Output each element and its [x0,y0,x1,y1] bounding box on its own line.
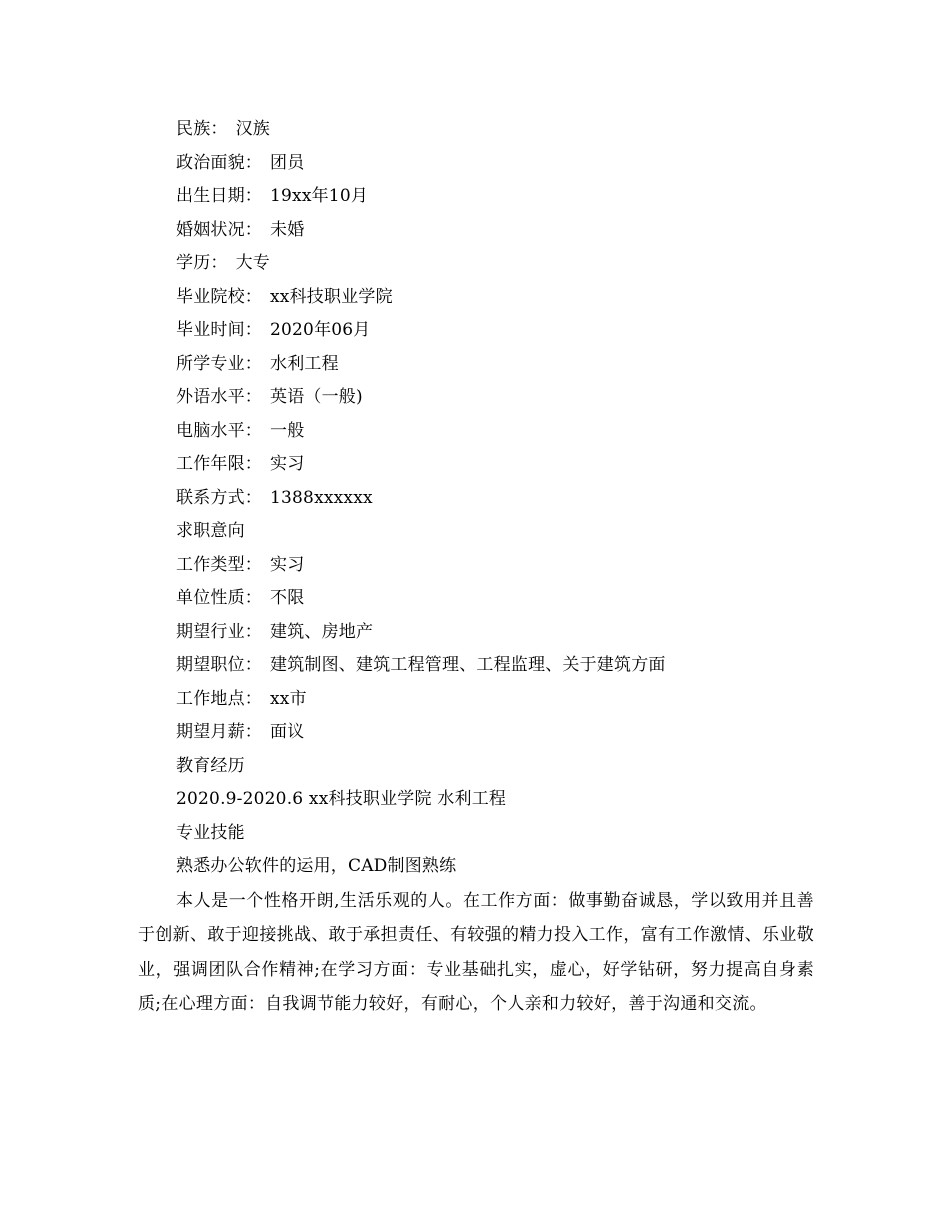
field-label: 期望月薪： [176,722,262,742]
field-ethnicity [138,113,814,147]
field-position [138,649,814,683]
field-label: 工作地点： [176,688,262,709]
field-industry [138,616,814,650]
field-label: 工作类型： [176,554,262,575]
field-label: 电脑水平： [176,420,262,441]
field-value: 英语（一般) [270,387,363,407]
field-computer-level [138,415,814,449]
field-value: xx科技职业学院 [270,286,393,307]
field-value: 19xx年10月 [270,186,369,206]
field-value: 大专 [235,253,271,273]
field-job-type [138,549,814,583]
field-major [138,348,814,382]
self-evaluation-paragraph: 本人是一个性格开朗,生活乐观的人。在工作方面：做事勤奋诚恳，学以致用并且善于创新、敢于迎接挑战、敢于承担责任、有较强的精力投入工作，富有工作激情、乐业敬业，强调团队合作精神;在学习方面：专业基础扎实，虚心，好学钻研，努力提高自身素质;在心理方面：自我调节能力较好，有耐心，个人亲和力较好，善于沟通和交流。 [138,890,814,1014]
field-value: 建筑、房地产 [270,621,374,642]
field-salary [138,716,814,750]
field-contact [138,482,814,516]
field-marital-status [138,214,814,248]
field-label: 毕业院校： [176,286,262,307]
field-value: 团员 [270,152,305,173]
field-value: 水利工程 [270,353,339,374]
field-value: 实习 [270,454,305,474]
field-label: 外语水平： [176,387,262,407]
field-value: 面议 [270,722,305,742]
field-education-level [138,247,814,281]
field-value: 汉族 [235,119,271,139]
field-label: 民族： [176,119,228,139]
field-political-status [138,147,814,181]
field-label: 出生日期： [176,186,262,206]
field-value: xx市 [270,688,307,709]
section-heading-skills: 专业技能 [176,822,245,843]
section-heading-education: 教育经历 [176,755,245,776]
skills-entry: 熟悉办公软件的运用，CAD制图熟练 [176,856,457,876]
field-label: 学历： [176,253,228,273]
field-school [138,281,814,315]
field-value: 2020年06月 [270,320,371,340]
field-value: 一般 [270,420,305,441]
field-birth-date [138,180,814,214]
field-label: 毕业时间： [176,320,262,340]
resume-content [138,113,814,1039]
field-label: 联系方式： [176,487,262,508]
field-value: 建筑制图、建筑工程管理、工程监理、关于建筑方面 [270,655,666,675]
field-label: 期望行业： [176,621,262,642]
field-value: 未婚 [270,219,305,240]
field-label: 单位性质： [176,588,262,608]
field-label: 所学专业： [176,353,262,374]
education-entry: 2020.9-2020.6 xx科技职业学院 水利工程 [176,789,507,809]
field-label: 政治面貌： [176,152,262,173]
field-value: 1388xxxxxx [270,487,373,508]
field-value: 实习 [270,554,305,575]
field-value: 不限 [270,588,305,608]
field-label: 工作年限： [176,454,262,474]
section-heading-intent: 求职意向 [176,521,245,541]
field-language-level [138,381,814,415]
field-label: 期望职位： [176,655,262,675]
field-work-years [138,448,814,482]
field-graduation-date [138,314,814,348]
field-label: 婚姻状况： [176,219,262,240]
field-location [138,683,814,717]
field-employer-type [138,582,814,616]
